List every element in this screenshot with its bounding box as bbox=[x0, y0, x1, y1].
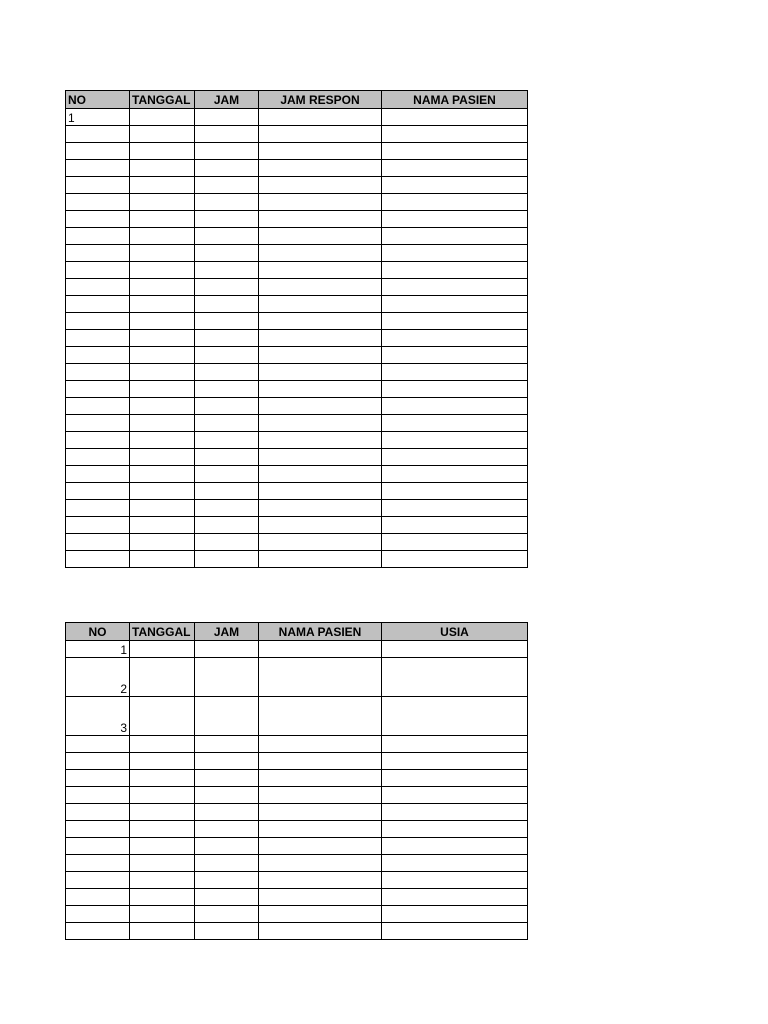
table-cell[interactable] bbox=[259, 330, 382, 347]
table-cell[interactable] bbox=[66, 906, 130, 923]
table-cell[interactable]: 1 bbox=[66, 641, 130, 658]
table-cell[interactable] bbox=[382, 821, 528, 838]
table-cell[interactable] bbox=[259, 245, 382, 262]
table-cell[interactable] bbox=[382, 770, 528, 787]
table-cell[interactable] bbox=[382, 500, 528, 517]
table-cell[interactable] bbox=[195, 534, 259, 551]
table-cell[interactable] bbox=[66, 770, 130, 787]
table-row bbox=[66, 923, 528, 940]
table-cell[interactable] bbox=[382, 466, 528, 483]
table-cell[interactable] bbox=[195, 279, 259, 296]
table-cell[interactable] bbox=[259, 697, 382, 736]
table-cell[interactable] bbox=[382, 313, 528, 330]
table-cell[interactable] bbox=[259, 279, 382, 296]
table-cell[interactable] bbox=[195, 296, 259, 313]
table-cell[interactable]: 2 bbox=[66, 658, 130, 697]
table-cell[interactable] bbox=[382, 364, 528, 381]
table-cell[interactable] bbox=[382, 483, 528, 500]
table-cell[interactable] bbox=[66, 228, 130, 245]
table-cell[interactable] bbox=[259, 194, 382, 211]
table-cell[interactable] bbox=[195, 923, 259, 940]
table-cell[interactable] bbox=[66, 415, 130, 432]
header-usia[interactable]: USIA bbox=[382, 623, 528, 641]
table-cell[interactable] bbox=[195, 804, 259, 821]
table-cell[interactable] bbox=[195, 736, 259, 753]
table-cell[interactable] bbox=[382, 787, 528, 804]
table-cell[interactable] bbox=[195, 551, 259, 568]
table-cell[interactable] bbox=[259, 923, 382, 940]
table-cell[interactable] bbox=[195, 228, 259, 245]
table-cell[interactable] bbox=[66, 551, 130, 568]
table-cell[interactable] bbox=[130, 381, 195, 398]
table-row bbox=[66, 889, 528, 906]
table-cell[interactable] bbox=[382, 517, 528, 534]
table-cell[interactable] bbox=[130, 109, 195, 126]
table-cell[interactable] bbox=[66, 534, 130, 551]
table-body bbox=[66, 109, 528, 568]
table-cell[interactable] bbox=[259, 483, 382, 500]
table-cell[interactable] bbox=[382, 889, 528, 906]
table-cell[interactable] bbox=[195, 126, 259, 143]
table-cell[interactable] bbox=[66, 466, 130, 483]
table-cell[interactable] bbox=[382, 906, 528, 923]
table-cell[interactable] bbox=[259, 838, 382, 855]
table-cell[interactable] bbox=[195, 787, 259, 804]
table-cell[interactable] bbox=[259, 736, 382, 753]
table-cell[interactable] bbox=[259, 770, 382, 787]
response-time-table bbox=[65, 90, 528, 568]
table-cell[interactable] bbox=[66, 838, 130, 855]
table-cell[interactable] bbox=[382, 262, 528, 279]
table-cell[interactable] bbox=[259, 364, 382, 381]
table-cell[interactable] bbox=[195, 211, 259, 228]
table-row bbox=[66, 415, 528, 432]
table-cell[interactable] bbox=[130, 483, 195, 500]
table-row bbox=[66, 906, 528, 923]
table-cell[interactable] bbox=[382, 872, 528, 889]
table-cell[interactable] bbox=[66, 889, 130, 906]
table-cell[interactable] bbox=[66, 517, 130, 534]
table-row bbox=[66, 398, 528, 415]
table-cell[interactable] bbox=[195, 347, 259, 364]
table-cell[interactable] bbox=[66, 245, 130, 262]
header-tanggal[interactable]: TANGGAL bbox=[130, 91, 195, 109]
table-cell[interactable] bbox=[259, 658, 382, 697]
table-cell[interactable] bbox=[195, 658, 259, 697]
table-cell[interactable] bbox=[195, 855, 259, 872]
table-cell[interactable] bbox=[382, 753, 528, 770]
table-cell[interactable] bbox=[130, 923, 195, 940]
table-cell[interactable] bbox=[130, 906, 195, 923]
table-row bbox=[66, 821, 528, 838]
table-cell[interactable] bbox=[130, 415, 195, 432]
table-cell[interactable] bbox=[195, 770, 259, 787]
table-cell[interactable] bbox=[195, 330, 259, 347]
table-cell[interactable] bbox=[130, 821, 195, 838]
table-cell[interactable] bbox=[259, 177, 382, 194]
table-cell[interactable] bbox=[66, 753, 130, 770]
table-row bbox=[66, 381, 528, 398]
table-cell[interactable] bbox=[259, 143, 382, 160]
table-cell[interactable] bbox=[66, 330, 130, 347]
table-cell[interactable] bbox=[130, 177, 195, 194]
table-cell[interactable] bbox=[130, 466, 195, 483]
table-cell[interactable] bbox=[259, 381, 382, 398]
table-cell[interactable] bbox=[130, 641, 195, 658]
header-no[interactable]: NO bbox=[66, 623, 130, 641]
table-row bbox=[66, 838, 528, 855]
table-cell[interactable] bbox=[195, 143, 259, 160]
table-cell[interactable] bbox=[66, 279, 130, 296]
table-row bbox=[66, 641, 528, 658]
table-cell[interactable] bbox=[195, 517, 259, 534]
table-cell[interactable] bbox=[195, 398, 259, 415]
table-cell[interactable] bbox=[130, 330, 195, 347]
table-cell[interactable] bbox=[195, 245, 259, 262]
patient-age-table bbox=[65, 622, 528, 940]
table-cell[interactable] bbox=[195, 415, 259, 432]
table-cell[interactable] bbox=[195, 483, 259, 500]
table-cell[interactable] bbox=[259, 126, 382, 143]
table-cell[interactable] bbox=[130, 770, 195, 787]
table-cell[interactable] bbox=[259, 804, 382, 821]
table-cell[interactable] bbox=[195, 466, 259, 483]
table-cell[interactable] bbox=[382, 658, 528, 697]
table-cell[interactable] bbox=[195, 449, 259, 466]
table-cell[interactable] bbox=[130, 160, 195, 177]
table-cell[interactable] bbox=[130, 753, 195, 770]
table-cell[interactable] bbox=[259, 551, 382, 568]
table-row bbox=[66, 160, 528, 177]
table-cell[interactable] bbox=[195, 313, 259, 330]
table-row bbox=[66, 753, 528, 770]
header-no[interactable]: NO bbox=[66, 91, 130, 109]
table-cell[interactable] bbox=[259, 872, 382, 889]
table-cell[interactable] bbox=[259, 415, 382, 432]
table-cell[interactable] bbox=[66, 347, 130, 364]
table-cell[interactable] bbox=[195, 160, 259, 177]
table-cell[interactable] bbox=[382, 347, 528, 364]
table-cell[interactable] bbox=[259, 296, 382, 313]
table-row bbox=[66, 279, 528, 296]
table-row bbox=[66, 126, 528, 143]
table-cell[interactable] bbox=[130, 658, 195, 697]
table-row bbox=[66, 872, 528, 889]
table-cell[interactable]: 1 bbox=[66, 109, 130, 126]
table-cell[interactable] bbox=[195, 641, 259, 658]
table-cell[interactable] bbox=[195, 906, 259, 923]
table-row bbox=[66, 143, 528, 160]
table-cell[interactable] bbox=[382, 697, 528, 736]
table-row bbox=[66, 313, 528, 330]
table-row bbox=[66, 432, 528, 449]
table-row bbox=[66, 534, 528, 551]
table-cell[interactable] bbox=[259, 211, 382, 228]
table-row bbox=[66, 787, 528, 804]
table-cell[interactable] bbox=[382, 381, 528, 398]
table-cell[interactable] bbox=[195, 838, 259, 855]
table-cell[interactable] bbox=[382, 449, 528, 466]
table-cell[interactable] bbox=[66, 804, 130, 821]
table-row bbox=[66, 736, 528, 753]
table-cell[interactable] bbox=[195, 872, 259, 889]
table-row bbox=[66, 483, 528, 500]
table-cell[interactable] bbox=[130, 551, 195, 568]
table-cell[interactable] bbox=[195, 753, 259, 770]
header-jam-respon[interactable]: JAM RESPON bbox=[259, 91, 382, 109]
table-cell[interactable] bbox=[382, 330, 528, 347]
table-cell[interactable] bbox=[195, 364, 259, 381]
table-cell[interactable] bbox=[382, 534, 528, 551]
header-tanggal[interactable]: TANGGAL bbox=[130, 623, 195, 641]
table-row bbox=[66, 109, 528, 126]
table-row bbox=[66, 245, 528, 262]
table-cell[interactable] bbox=[382, 211, 528, 228]
table-cell[interactable] bbox=[130, 228, 195, 245]
table-cell[interactable] bbox=[130, 432, 195, 449]
table-cell[interactable] bbox=[259, 160, 382, 177]
table-cell[interactable] bbox=[130, 855, 195, 872]
table-cell[interactable] bbox=[195, 432, 259, 449]
table-cell[interactable] bbox=[382, 126, 528, 143]
table-cell[interactable] bbox=[259, 787, 382, 804]
table-cell[interactable] bbox=[130, 279, 195, 296]
table-row bbox=[66, 855, 528, 872]
table-cell[interactable] bbox=[195, 821, 259, 838]
table-cell[interactable] bbox=[66, 211, 130, 228]
table-cell[interactable] bbox=[130, 804, 195, 821]
table-header-row bbox=[66, 91, 528, 109]
table-row bbox=[66, 347, 528, 364]
table-cell[interactable] bbox=[130, 296, 195, 313]
table-row bbox=[66, 804, 528, 821]
table-row bbox=[66, 500, 528, 517]
table-cell[interactable] bbox=[259, 906, 382, 923]
table-cell[interactable] bbox=[130, 500, 195, 517]
table-cell[interactable] bbox=[66, 126, 130, 143]
table-cell[interactable] bbox=[130, 517, 195, 534]
table-cell[interactable] bbox=[195, 109, 259, 126]
table-cell[interactable] bbox=[130, 211, 195, 228]
table-cell[interactable] bbox=[130, 398, 195, 415]
table-cell[interactable] bbox=[382, 160, 528, 177]
table-cell[interactable] bbox=[66, 381, 130, 398]
table-row bbox=[66, 296, 528, 313]
table-cell[interactable] bbox=[130, 364, 195, 381]
table-row bbox=[66, 517, 528, 534]
table-cell[interactable] bbox=[259, 855, 382, 872]
table-cell[interactable] bbox=[66, 313, 130, 330]
table-cell[interactable] bbox=[382, 143, 528, 160]
table-cell[interactable] bbox=[382, 245, 528, 262]
table-cell[interactable] bbox=[195, 889, 259, 906]
table-cell[interactable] bbox=[66, 398, 130, 415]
table-cell[interactable] bbox=[382, 109, 528, 126]
table-cell[interactable] bbox=[259, 466, 382, 483]
table-cell[interactable] bbox=[259, 228, 382, 245]
table-cell[interactable] bbox=[66, 923, 130, 940]
table-cell[interactable] bbox=[259, 347, 382, 364]
table-cell[interactable] bbox=[66, 432, 130, 449]
table-row bbox=[66, 551, 528, 568]
table-cell[interactable] bbox=[382, 279, 528, 296]
table-cell[interactable] bbox=[130, 697, 195, 736]
table-cell[interactable] bbox=[382, 641, 528, 658]
table-cell[interactable] bbox=[259, 313, 382, 330]
table-cell[interactable] bbox=[130, 262, 195, 279]
table-header-row bbox=[66, 623, 528, 641]
table-cell[interactable] bbox=[66, 296, 130, 313]
table-body bbox=[66, 641, 528, 940]
header-jam[interactable]: JAM bbox=[195, 623, 259, 641]
table-row bbox=[66, 697, 528, 736]
table-cell[interactable] bbox=[195, 177, 259, 194]
table-cell[interactable] bbox=[195, 500, 259, 517]
table-cell[interactable] bbox=[66, 483, 130, 500]
table-cell[interactable] bbox=[259, 534, 382, 551]
table-row bbox=[66, 466, 528, 483]
table-cell[interactable] bbox=[382, 194, 528, 211]
table-cell[interactable] bbox=[66, 449, 130, 466]
table-cell[interactable] bbox=[130, 126, 195, 143]
table-cell[interactable] bbox=[66, 500, 130, 517]
table-cell[interactable] bbox=[382, 838, 528, 855]
table-row bbox=[66, 330, 528, 347]
table-cell[interactable] bbox=[130, 889, 195, 906]
table-cell[interactable] bbox=[382, 296, 528, 313]
header-jam[interactable]: JAM bbox=[195, 91, 259, 109]
table-cell[interactable] bbox=[66, 262, 130, 279]
table-row bbox=[66, 262, 528, 279]
table-cell[interactable] bbox=[382, 177, 528, 194]
table-row bbox=[66, 658, 528, 697]
table-cell[interactable] bbox=[130, 534, 195, 551]
table-cell[interactable] bbox=[130, 194, 195, 211]
table-cell[interactable] bbox=[259, 398, 382, 415]
table-cell[interactable] bbox=[66, 855, 130, 872]
table-cell[interactable] bbox=[259, 109, 382, 126]
table-cell[interactable] bbox=[259, 449, 382, 466]
table-cell[interactable] bbox=[259, 753, 382, 770]
table-cell[interactable] bbox=[195, 381, 259, 398]
table-cell[interactable] bbox=[130, 736, 195, 753]
table-cell[interactable] bbox=[382, 415, 528, 432]
table-cell[interactable] bbox=[382, 228, 528, 245]
table-cell[interactable] bbox=[130, 143, 195, 160]
table-cell[interactable] bbox=[66, 821, 130, 838]
table-cell[interactable] bbox=[66, 787, 130, 804]
table-row bbox=[66, 770, 528, 787]
table-row bbox=[66, 364, 528, 381]
table-row bbox=[66, 177, 528, 194]
table-cell[interactable] bbox=[130, 347, 195, 364]
table-cell[interactable] bbox=[382, 855, 528, 872]
table-cell[interactable] bbox=[382, 398, 528, 415]
table-cell[interactable] bbox=[130, 449, 195, 466]
table-row bbox=[66, 194, 528, 211]
table-row bbox=[66, 449, 528, 466]
table-cell[interactable] bbox=[382, 432, 528, 449]
table-cell[interactable] bbox=[259, 641, 382, 658]
table-cell[interactable]: 3 bbox=[66, 697, 130, 736]
table-cell[interactable] bbox=[66, 736, 130, 753]
table-cell[interactable] bbox=[130, 245, 195, 262]
table-cell[interactable] bbox=[130, 838, 195, 855]
table-cell[interactable] bbox=[382, 923, 528, 940]
table-cell[interactable] bbox=[259, 432, 382, 449]
table-cell[interactable] bbox=[259, 821, 382, 838]
table-cell[interactable] bbox=[66, 160, 130, 177]
table-cell[interactable] bbox=[195, 194, 259, 211]
table-cell[interactable] bbox=[195, 697, 259, 736]
table-cell[interactable] bbox=[259, 262, 382, 279]
table-cell[interactable] bbox=[66, 872, 130, 889]
table-cell[interactable] bbox=[66, 364, 130, 381]
table-cell[interactable] bbox=[195, 262, 259, 279]
header-nama-pasien[interactable]: NAMA PASIEN bbox=[259, 623, 382, 641]
table-cell[interactable] bbox=[382, 804, 528, 821]
table-cell[interactable] bbox=[130, 787, 195, 804]
table-cell[interactable] bbox=[259, 500, 382, 517]
table-cell[interactable] bbox=[130, 313, 195, 330]
table-cell[interactable] bbox=[259, 517, 382, 534]
table-cell[interactable] bbox=[382, 736, 528, 753]
table-cell[interactable] bbox=[259, 889, 382, 906]
table-row bbox=[66, 211, 528, 228]
table-cell[interactable] bbox=[66, 143, 130, 160]
table-cell[interactable] bbox=[382, 551, 528, 568]
table-cell[interactable] bbox=[130, 872, 195, 889]
table-cell[interactable] bbox=[66, 194, 130, 211]
table-row bbox=[66, 228, 528, 245]
table-cell[interactable] bbox=[66, 177, 130, 194]
header-nama-pasien[interactable]: NAMA PASIEN bbox=[382, 91, 528, 109]
